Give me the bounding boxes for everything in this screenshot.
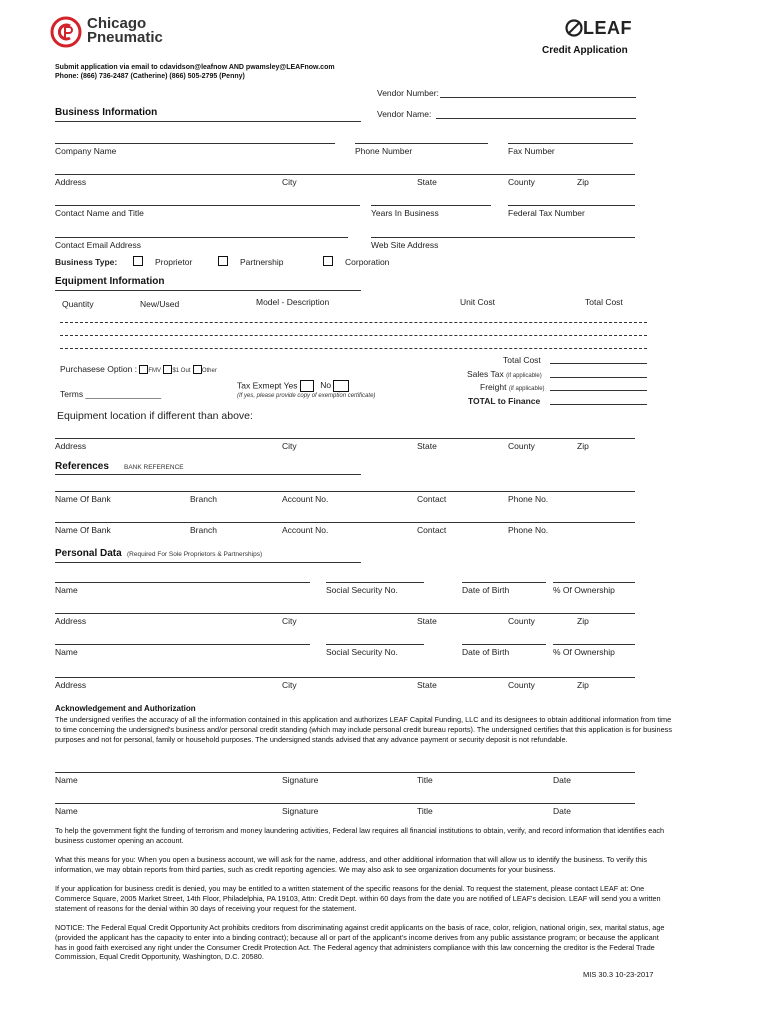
person-1-name-field[interactable] xyxy=(55,582,310,583)
person-2-state-label: State xyxy=(417,680,437,690)
notice-paragraph-1: To help the government fight the funding of terrorism and money laundering activities, Federal law requires all financial institutions to obtain, verify, and record information that identifies each business customer opening an account. xyxy=(55,826,665,845)
person-1-ssn-label: Social Security No. xyxy=(326,585,398,595)
proprietor-label: Proprietor xyxy=(155,257,193,267)
notice-paragraph-2: What this means for you: When you open a business account, we will ask for the name, address, and other additional information that will allow us to identify the business. To verify this information, we may obtain reports from third parties, such as credit reporting agencies. We may also ask to see organization documents for your business. xyxy=(55,855,648,874)
business-state-label: State xyxy=(417,177,437,187)
signer-1-date-label: Date xyxy=(553,775,571,785)
federal-tax-number-field[interactable] xyxy=(508,205,635,206)
equipment-location-label: Equipment location if different than above: xyxy=(57,410,253,422)
person-2-address-field[interactable] xyxy=(55,677,635,678)
person-2-ssn-field[interactable] xyxy=(326,644,424,645)
company-name-field[interactable] xyxy=(55,143,335,144)
years-in-business-field[interactable] xyxy=(371,205,491,206)
signer-2-name-label: Name xyxy=(55,806,78,816)
contact-email-field[interactable] xyxy=(55,237,348,238)
purchase-option-label xyxy=(60,364,217,374)
bank-ref-1-field[interactable] xyxy=(55,491,635,492)
company-name-label: Company Name xyxy=(55,146,117,156)
tax-exempt-no-checkbox[interactable] xyxy=(333,380,349,392)
phone-number-label: Phone Number xyxy=(355,146,413,156)
phone-number-field[interactable] xyxy=(355,143,488,144)
business-type-label: Business Type: xyxy=(55,257,118,267)
business-zip-label: Zip xyxy=(577,177,589,187)
person-2-ownership-label: % Of Ownership xyxy=(553,647,615,657)
cp-logo-icon xyxy=(50,16,82,48)
tax-exempt-note: (If yes, please provide copy of exemption certificate) xyxy=(237,393,376,399)
vendor-number-field[interactable] xyxy=(440,97,636,98)
signer-2-title-label: Title xyxy=(417,806,433,816)
person-1-dob-field[interactable] xyxy=(462,582,546,583)
cp-logo-text-2: Pneumatic xyxy=(87,29,163,46)
person-2-dob-field[interactable] xyxy=(462,644,546,645)
bank-ref-1-name-label: Name Of Bank xyxy=(55,494,111,504)
personal-data-rule xyxy=(55,562,361,563)
form-number-footer: MIS 30.3 10-23-2017 xyxy=(583,970,654,979)
person-1-ownership-label: % Of Ownership xyxy=(553,585,615,595)
bank-ref-2-field[interactable] xyxy=(55,522,635,523)
contact-name-label: Contact Name and Title xyxy=(55,208,144,218)
person-1-address-label: Address xyxy=(55,616,87,626)
cp-logo-text-1: Chicago xyxy=(87,15,147,32)
contact-email-label: Contact Email Address xyxy=(55,240,141,250)
leaf-logo-text: LEAF xyxy=(583,18,632,38)
business-address-field[interactable] xyxy=(55,174,635,175)
signer-2-signature-label: Signature xyxy=(282,806,319,816)
bank-ref-1-account-label: Account No. xyxy=(282,494,329,504)
equipment-zip-label: Zip xyxy=(577,441,589,451)
total-cost-field[interactable] xyxy=(550,363,647,364)
personal-data-heading: Personal Data xyxy=(55,548,122,559)
acknowledgement-heading: Acknowledgement and Authorization xyxy=(55,704,196,713)
person-1-zip-label: Zip xyxy=(577,616,589,626)
acknowledgement-text: The undersigned verifies the accuracy of all the information contained in this application and authorizes LEAF Capital Funding, LLC and its designees to obtain additional information from time to time concerning the undersigned's business and/or personal credit standing (which may include personal credit bureau reports). The undersigned certifies that this application is for business purposes and not for personal, family or household purposes. The undersigned stands advised that any advance payment or security deposit is not refundable. xyxy=(55,715,672,744)
fmv-label: FMV xyxy=(148,368,162,374)
bank-ref-2-phone-label: Phone No. xyxy=(508,525,549,535)
unit-cost-col-header: Unit Cost xyxy=(460,297,495,307)
chicago-pneumatic-logo xyxy=(50,16,180,48)
model-col-header: Model - Description xyxy=(256,297,330,307)
new-used-col-header: New/Used xyxy=(140,299,180,309)
equipment-address-field[interactable] xyxy=(55,438,635,439)
terms-label: Terms ________________ xyxy=(60,389,162,399)
person-2-ssn-label: Social Security No. xyxy=(326,647,398,657)
years-in-business-label: Years In Business xyxy=(371,208,439,218)
bank-ref-2-branch-label: Branch xyxy=(190,525,217,535)
person-1-dob-label: Date of Birth xyxy=(462,585,510,595)
proprietor-checkbox[interactable] xyxy=(133,256,143,266)
signer-1-name-label: Name xyxy=(55,775,78,785)
freight-field[interactable] xyxy=(550,390,647,391)
partnership-label: Partnership xyxy=(240,257,284,267)
bank-ref-1-branch-label: Branch xyxy=(190,494,217,504)
signer-2-date-label: Date xyxy=(553,806,571,816)
website-label: Web Site Address xyxy=(371,240,439,250)
quantity-col-header: Quantity xyxy=(62,299,94,309)
tax-exempt-label xyxy=(237,380,349,392)
sales-tax-label xyxy=(467,369,542,379)
bank-ref-1-phone-label: Phone No. xyxy=(508,494,549,504)
bank-ref-2-name-label: Name Of Bank xyxy=(55,525,111,535)
equipment-row-3[interactable] xyxy=(60,348,647,349)
notice-paragraph-3: If your application for business credit is denied, you may be entitled to a written statement of the specific reasons for the denial. To request the statement, please contact LEAF at: One Commerce Square, 2005 Market Street, 14th Floor, Philadelphia, PA 19103, Attn: Credit Dept. within 60 days from the date you are notified of LEAF's decision. LEAF will send you a written statement of reasons for the denial within 30 days of receiving your request for the statement. xyxy=(55,884,661,913)
other-option-checkbox[interactable] xyxy=(193,365,202,374)
signer-1-field[interactable] xyxy=(55,772,635,773)
equipment-info-rule xyxy=(55,290,361,291)
corporation-label: Corporation xyxy=(345,257,390,267)
person-1-ssn-field[interactable] xyxy=(326,582,424,583)
freight-note: (if applicable) xyxy=(508,386,545,392)
person-1-ownership-field[interactable] xyxy=(553,582,635,583)
fax-number-field[interactable] xyxy=(508,143,633,144)
contact-line-1: Submit application via email to cdavidson@leafnow AND pwamsley@LEAFnow.com xyxy=(55,64,335,71)
leaf-logo-icon xyxy=(565,19,583,37)
freight-text: Freight xyxy=(480,382,507,392)
person-2-name-label: Name xyxy=(55,647,78,657)
equipment-county-label: County xyxy=(508,441,535,451)
personal-data-subheading: (Required For Sole Proprietors & Partnerships) xyxy=(127,551,263,558)
references-heading: References xyxy=(55,461,109,472)
person-1-address-field[interactable] xyxy=(55,613,635,614)
bank-ref-2-account-label: Account No. xyxy=(282,525,329,535)
partnership-checkbox[interactable] xyxy=(218,256,228,266)
fax-number-label: Fax Number xyxy=(508,146,555,156)
business-county-label: County xyxy=(508,177,535,187)
vendor-name-label: Vendor Name: xyxy=(377,109,432,119)
federal-tax-number-label: Federal Tax Number xyxy=(508,208,585,218)
equipment-state-label: State xyxy=(417,441,437,451)
person-2-city-label: City xyxy=(282,680,297,690)
equipment-city-label: City xyxy=(282,441,297,451)
equipment-row-2[interactable] xyxy=(60,335,647,336)
corporation-checkbox[interactable] xyxy=(323,256,333,266)
vendor-number-label: Vendor Number: xyxy=(377,88,439,98)
total-to-finance-label: TOTAL to Finance xyxy=(468,396,541,406)
tax-exempt-no-text: No xyxy=(320,380,332,391)
total-to-finance-field[interactable] xyxy=(550,404,647,405)
person-1-county-label: County xyxy=(508,616,535,626)
vendor-name-field[interactable] xyxy=(436,118,636,119)
person-1-name-label: Name xyxy=(55,585,78,595)
purchase-option-text: Purchasese Option : xyxy=(60,364,138,374)
contact-name-field[interactable] xyxy=(55,205,360,206)
business-city-label: City xyxy=(282,177,297,187)
equipment-row-1[interactable] xyxy=(60,322,647,323)
person-2-ownership-field[interactable] xyxy=(553,644,635,645)
sales-tax-note: (if applicable) xyxy=(506,373,542,379)
tax-exempt-yes-checkbox[interactable] xyxy=(300,380,314,392)
one-dollar-out-label: $1 Out xyxy=(172,368,191,374)
references-rule xyxy=(55,474,361,475)
bank-reference-subheading: BANK REFERENCE xyxy=(124,464,184,471)
freight-label xyxy=(480,382,545,392)
equipment-info-heading: Equipment Information xyxy=(55,276,165,287)
signer-1-signature-label: Signature xyxy=(282,775,319,785)
contact-line-2: Phone: (866) 736-2487 (Catherine) (866) 505-2795 (Penny) xyxy=(55,73,245,80)
person-1-city-label: City xyxy=(282,616,297,626)
total-cost-col-header: Total Cost xyxy=(585,297,623,307)
other-option-label: Other xyxy=(201,368,217,374)
person-2-zip-label: Zip xyxy=(577,680,589,690)
person-2-dob-label: Date of Birth xyxy=(462,647,510,657)
leaf-logo xyxy=(565,18,645,40)
business-address-label: Address xyxy=(55,177,87,187)
notice-paragraph-4: NOTICE: The Federal Equal Credit Opportunity Act prohibits creditors from discriminating against credit applicants on the basis of race, color, religion, national origin, sex, marital status, age (provided the applicant has the capacity to enter into a binding contract); because all or part of the applicant's income derives from any public assistance program; or because the applicant has in good faith exercised any right under the Consumer Credit Protection Act. The Federal agency that administers compliance with this law concerning the creditor is the Federal Trade Commission, Equal Credit Opportunity, Washington, D.C. 20580. xyxy=(55,923,665,962)
tax-exempt-yes-text: Tax Exmept Yes xyxy=(237,380,298,391)
sales-tax-field[interactable] xyxy=(550,377,647,378)
person-2-address-label: Address xyxy=(55,680,87,690)
person-1-state-label: State xyxy=(417,616,437,626)
business-info-heading: Business Information xyxy=(55,107,158,118)
website-field[interactable] xyxy=(371,237,635,238)
bank-ref-2-contact-label: Contact xyxy=(417,525,447,535)
form-title: Credit Application xyxy=(542,45,628,56)
signer-2-field[interactable] xyxy=(55,803,635,804)
bank-ref-1-contact-label: Contact xyxy=(417,494,447,504)
person-2-county-label: County xyxy=(508,680,535,690)
sales-tax-text: Sales Tax xyxy=(467,369,504,379)
total-cost-label: Total Cost xyxy=(503,355,541,365)
person-2-name-field[interactable] xyxy=(55,644,310,645)
business-info-rule xyxy=(55,121,361,122)
equipment-address-label: Address xyxy=(55,441,87,451)
signer-1-title-label: Title xyxy=(417,775,433,785)
